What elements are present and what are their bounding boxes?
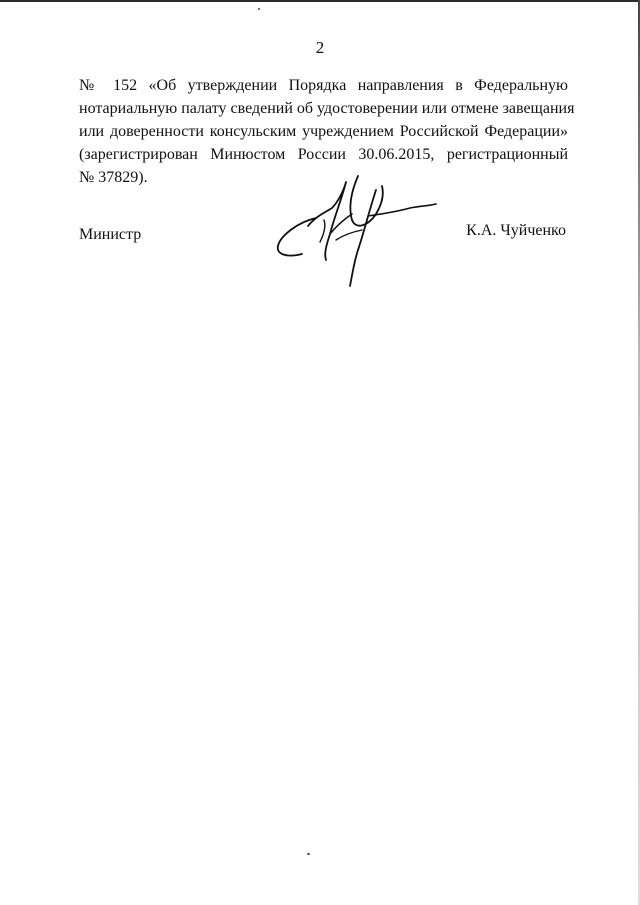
- scan-speck: [258, 8, 260, 10]
- scan-edge-top: [0, 0, 640, 2]
- signatory-title: Министр: [79, 226, 142, 243]
- handwritten-signature-icon: [272, 168, 442, 290]
- paragraph-line: нотариальную палату сведений об удостоверении или отмене завещания: [79, 100, 575, 117]
- paragraph-line: № 152 «Об утверждении Порядка направления в Федеральную: [79, 77, 568, 94]
- paragraph-line: или доверенности консульским учреждением Российской Федерации»: [79, 123, 568, 140]
- paragraph-line: № 37829).: [79, 169, 148, 186]
- paragraph-line: (зарегистрирован Минюстом России 30.06.2015, регистрационный: [79, 146, 568, 163]
- signatory-name: К.А. Чуйченко: [466, 222, 566, 239]
- scan-speck: [307, 853, 310, 855]
- page-number: 2: [315, 38, 325, 57]
